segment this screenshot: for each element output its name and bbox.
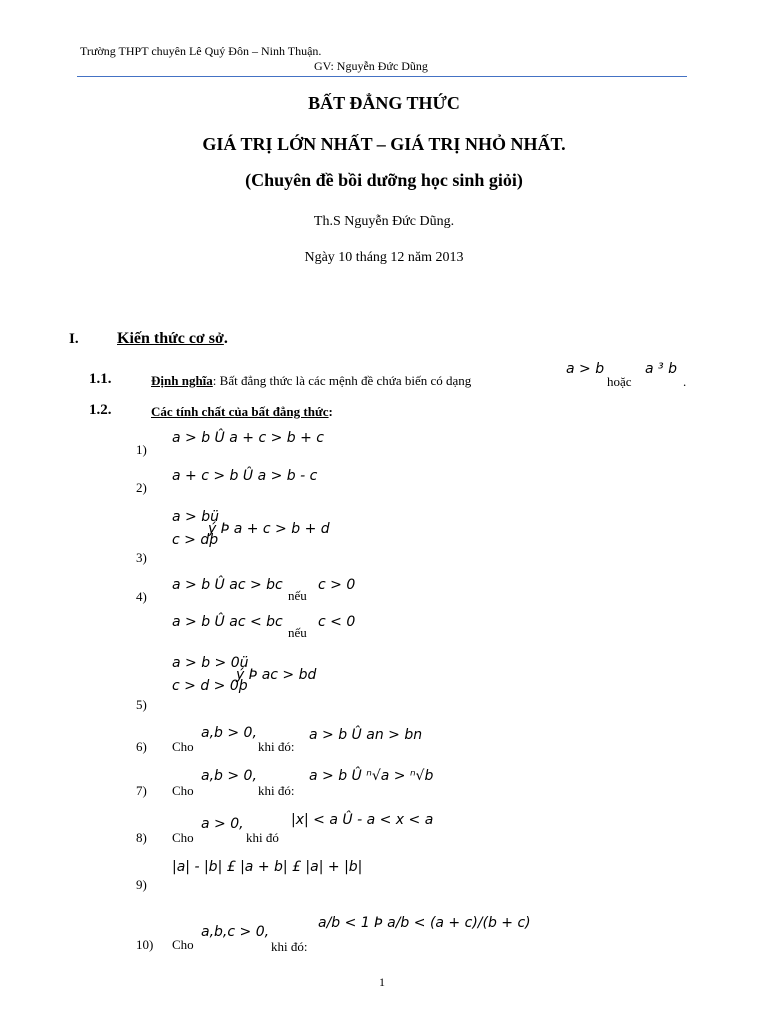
prop9-number: 9)	[136, 877, 147, 892]
prop4a-neu: nếu	[288, 588, 307, 603]
s11-end: .	[683, 374, 687, 389]
prop10-condition: a,b,c > 0,	[201, 924, 270, 940]
title-main: BẤT ĐẲNG THỨC	[308, 93, 460, 113]
prop4a-condition: c > 0	[318, 577, 356, 593]
prop4b-formula: a > b Û ac < bc	[172, 614, 283, 630]
prop8-formula: |x| < a Û - a < x < a	[291, 812, 434, 828]
prop5-line1: a > b > 0ü	[172, 655, 249, 671]
prop4a-formula: a > b Û ac > bc	[172, 577, 283, 593]
title-sub: GIÁ TRỊ LỚN NHẤT – GIÁ TRỊ NHỎ NHẤT.	[202, 134, 566, 154]
title-topic: (Chuyên đề bồi dưỡng học sinh giỏi)	[245, 170, 523, 190]
date: Ngày 10 tháng 12 năm 2013	[304, 250, 464, 265]
prop4-number: 4)	[136, 589, 147, 604]
s12-number: 1.2.	[89, 402, 112, 418]
prop10-khi: khi đó:	[271, 939, 308, 954]
prop9-formula: |a| - |b| £ |a + b| £ |a| + |b|	[172, 859, 363, 875]
s11-text: : Bất đẳng thức là các mệnh đề chứa biến có dạng	[212, 373, 472, 388]
prop5-line2: ý Þ ac > bd	[236, 667, 317, 683]
s11-label: Định nghĩa	[151, 373, 213, 388]
prop2-formula: a + c > b Û a > b - c	[172, 468, 318, 484]
s11-expr-2: a ³ b	[645, 361, 677, 377]
prop5-number: 5)	[136, 697, 147, 712]
prop6-cho: Cho	[172, 739, 194, 754]
s11-definition	[151, 373, 471, 389]
prop8-condition: a > 0,	[201, 816, 244, 832]
prop7-cho: Cho	[172, 783, 194, 798]
s11-or: hoặc	[607, 374, 632, 389]
prop4b-condition: c < 0	[318, 614, 356, 630]
prop7-condition: a,b > 0,	[201, 768, 257, 784]
prop7-formula: a > b Û ⁿ√a > ⁿ√b	[309, 768, 434, 784]
prop2-number: 2)	[136, 480, 147, 495]
prop7-number: 7)	[136, 783, 147, 798]
author: Th.S Nguyễn Đức Dũng.	[313, 214, 455, 229]
s12-title	[151, 404, 333, 420]
prop3-line3: c > dþ	[172, 532, 219, 548]
prop8-cho: Cho	[172, 830, 194, 845]
prop3-line1: a > bü	[172, 509, 219, 525]
s12-label: Các tính chất của bất đẳng thức	[151, 404, 329, 419]
prop10-cho: Cho	[172, 937, 194, 952]
prop10-formula: a/b < 1 Þ a/b < (a + c)/(b + c)	[318, 915, 531, 931]
prop1-formula: a > b Û a + c > b + c	[172, 430, 324, 446]
prop6-formula: a > b Û an > bn	[309, 727, 423, 743]
prop4b-neu: nếu	[288, 625, 307, 640]
section-title	[117, 330, 228, 348]
s11-number: 1.1.	[89, 371, 112, 387]
prop1-number: 1)	[136, 442, 147, 457]
page-number: 1	[379, 975, 385, 989]
prop8-khi: khi đó	[246, 830, 279, 845]
prop7-khi: khi đó:	[258, 783, 295, 798]
section-title-tail: .	[223, 330, 228, 347]
prop6-number: 6)	[136, 739, 147, 754]
section-number: I.	[69, 331, 79, 347]
header-school: Trường THPT chuyên Lê Quý Đôn – Ninh Thuận.	[80, 44, 322, 58]
prop3-line2: ý Þ a + c > b + d	[208, 521, 330, 537]
section-title-text: Kiến thức cơ sở	[117, 330, 224, 347]
s12-tail: :	[328, 404, 333, 419]
header-teacher: GV: Nguyễn Đức Dũng	[314, 59, 428, 73]
prop10-number: 10)	[136, 937, 154, 952]
s11-expr-1: a > b	[566, 361, 605, 377]
prop6-condition: a,b > 0,	[201, 725, 257, 741]
prop6-khi: khi đó:	[258, 739, 295, 754]
header-divider	[77, 76, 687, 77]
prop8-number: 8)	[136, 830, 147, 845]
prop5-line3: c > d > 0þ	[172, 678, 248, 694]
prop3-number: 3)	[136, 550, 147, 565]
